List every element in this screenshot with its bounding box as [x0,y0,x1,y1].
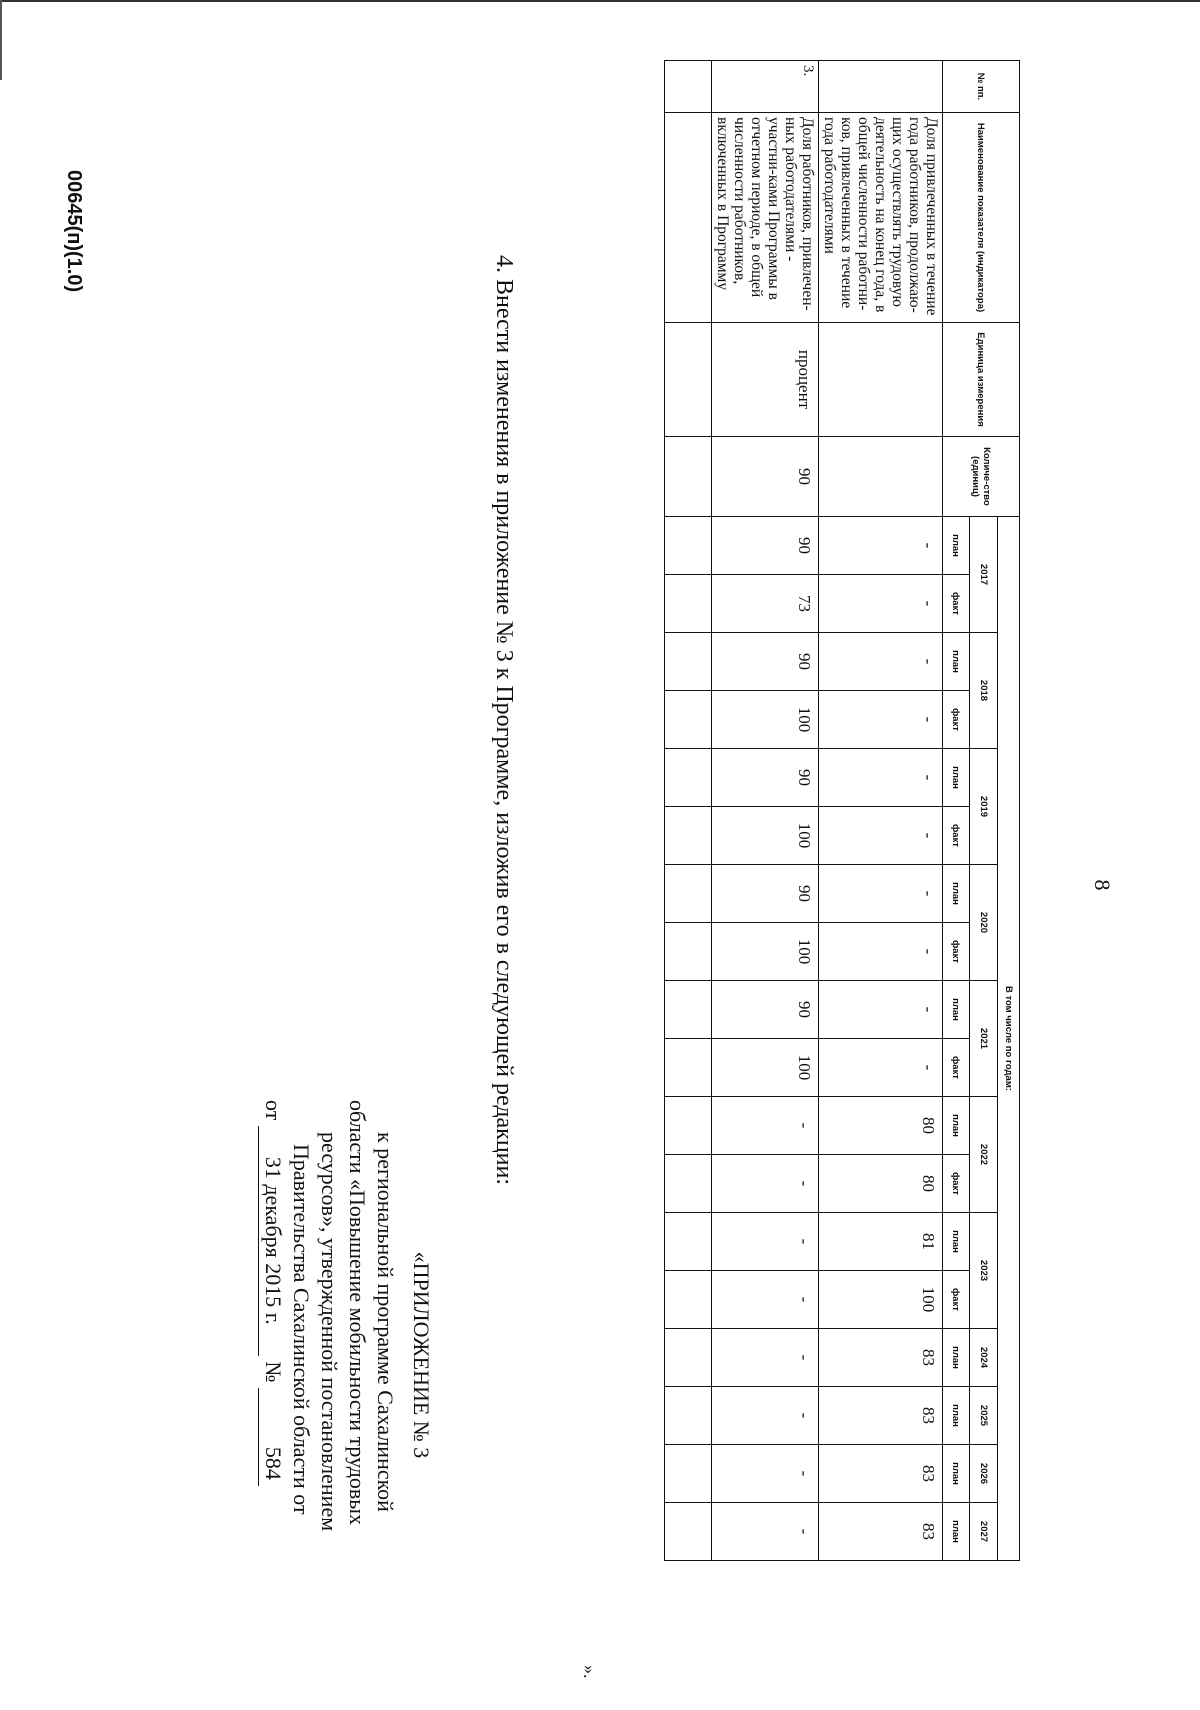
value-cell: - [712,1213,819,1271]
year-header: 2026 [970,1445,998,1503]
year-header: 2019 [970,749,998,865]
row-number [819,61,943,113]
value-cell: - [819,807,943,865]
value-cell [665,517,712,575]
value-cell: - [819,981,943,1039]
indicators-table [664,60,1020,1561]
year-header: 2023 [970,1213,998,1329]
year-header: 2018 [970,633,998,749]
year-header: 2025 [970,1387,998,1445]
header-unit: Единица измерения [943,323,1020,437]
value-cell: 100 [712,1039,819,1097]
value-cell [665,633,712,691]
unit-cell [819,323,943,437]
value-cell: - [819,517,943,575]
appendix-line: ресурсов», утвержденной постановлением [317,1132,342,1532]
value-cell: - [819,749,943,807]
value-cell: 100 [712,807,819,865]
value-cell: 80 [819,1155,943,1213]
value-cell: - [819,1039,943,1097]
year-header: 2022 [970,1097,998,1213]
value-cell [665,575,712,633]
value-cell: 81 [819,1213,943,1271]
value-cell [665,749,712,807]
indicator-name: Доля привлеченных в течение года работников, продолжаю-щих осуществлять трудовую деятельность на конец года, в общей численности работни-ков, привлеченных в течение года работодателями [819,113,943,323]
value-cell: 90 [712,865,819,923]
row-number: 3. [712,61,819,113]
plan-header: план [943,633,970,691]
value-cell: 73 [712,575,819,633]
plan-header: план [943,981,970,1039]
plan-header: план [943,1329,970,1387]
page-number: 8 [1090,879,1115,891]
plan-header: план [943,1503,970,1561]
fact-header: факт [943,1271,970,1329]
value-cell: - [712,1271,819,1329]
value-cell: - [712,1387,819,1445]
value-cell: 90 [712,633,819,691]
table-row [665,61,712,1561]
value-cell [665,1155,712,1213]
value-cell [665,1445,712,1503]
value-cell [665,1039,712,1097]
value-cell: 83 [819,1387,943,1445]
appendix-line: к региональной программе Сахалинской [373,1132,398,1512]
row-number [665,61,712,113]
value-cell [665,1271,712,1329]
value-cell: 83 [819,1445,943,1503]
fact-header: факт [943,691,970,749]
value-cell: - [819,923,943,981]
value-cell: 90 [712,749,819,807]
value-cell [665,1387,712,1445]
table-row [819,61,943,1561]
indicator-name: Доля работников, привлечен-ных работодателями - участни-ками Программы в отчетном периоде, в общей численности работников, включенных в Программу [712,113,819,323]
quantity-cell [819,437,943,517]
plan-header: план [943,865,970,923]
value-cell: 83 [819,1503,943,1561]
header-num: № пп. [943,61,1020,113]
document-code: 00645(п)(1.0) [63,170,85,293]
value-cell [665,691,712,749]
quantity-cell [665,437,712,517]
fact-header: факт [943,923,970,981]
unit-cell [665,323,712,437]
header-by-years: В том числе по годам: [998,517,1020,1561]
appendix-date-row [258,1100,287,1610]
appendix-line: Правительства Сахалинской области от [289,1144,314,1515]
value-cell: 100 [819,1271,943,1329]
fact-header: факт [943,1155,970,1213]
fact-header: факт [943,575,970,633]
year-header: 2020 [970,865,998,981]
value-cell: 83 [819,1329,943,1387]
value-cell [665,1503,712,1561]
plan-header: план [943,749,970,807]
section-heading: 4. Внести изменения в приложение № 3 к Программе, изложив его в следующей редакции: [491,255,517,1186]
value-cell [665,807,712,865]
header-qty: Количе-ство (единиц) [943,437,1020,517]
value-cell: 80 [819,1097,943,1155]
value-cell: - [712,1445,819,1503]
value-cell [665,1213,712,1271]
indicator-name [665,113,712,323]
fact-header: факт [943,807,970,865]
value-cell: - [819,691,943,749]
plan-header: план [943,1097,970,1155]
appendix-block [258,1100,435,1610]
value-cell: - [712,1155,819,1213]
year-header: 2017 [970,517,998,633]
closing-quote: ». [580,1665,600,1679]
table-body [665,61,943,1561]
value-cell: - [712,1503,819,1561]
quantity-cell: 90 [712,437,819,517]
unit-cell: процент [712,323,819,437]
value-cell: 90 [712,517,819,575]
value-cell [665,1097,712,1155]
year-header: 2024 [970,1329,998,1387]
plan-header: план [943,1213,970,1271]
value-cell [665,865,712,923]
appendix-date: 31 декабря 2015 г. [258,1126,287,1356]
value-cell [665,923,712,981]
number-prefix: № [261,1361,286,1383]
value-cell: - [712,1329,819,1387]
value-cell: - [819,575,943,633]
value-cell: - [819,865,943,923]
fact-header: факт [943,1039,970,1097]
header-name: Наименование показателя (индикатора) [943,113,1020,323]
value-cell: 100 [712,691,819,749]
value-cell [665,981,712,1039]
value-cell: 100 [712,923,819,981]
appendix-number: 584 [258,1388,287,1486]
value-cell: 90 [712,981,819,1039]
year-header: 2027 [970,1503,998,1561]
year-header: 2021 [970,981,998,1097]
value-cell: - [712,1097,819,1155]
plan-header: план [943,517,970,575]
plan-header: план [943,1445,970,1503]
date-prefix: от [261,1100,286,1121]
plan-header: план [943,1387,970,1445]
appendix-line: области «Повышение мобильности трудовых [345,1100,370,1526]
table-row [712,61,819,1561]
value-cell: - [819,633,943,691]
appendix-title: «ПРИЛОЖЕНИЕ № 3 [409,1251,434,1459]
value-cell [665,1329,712,1387]
